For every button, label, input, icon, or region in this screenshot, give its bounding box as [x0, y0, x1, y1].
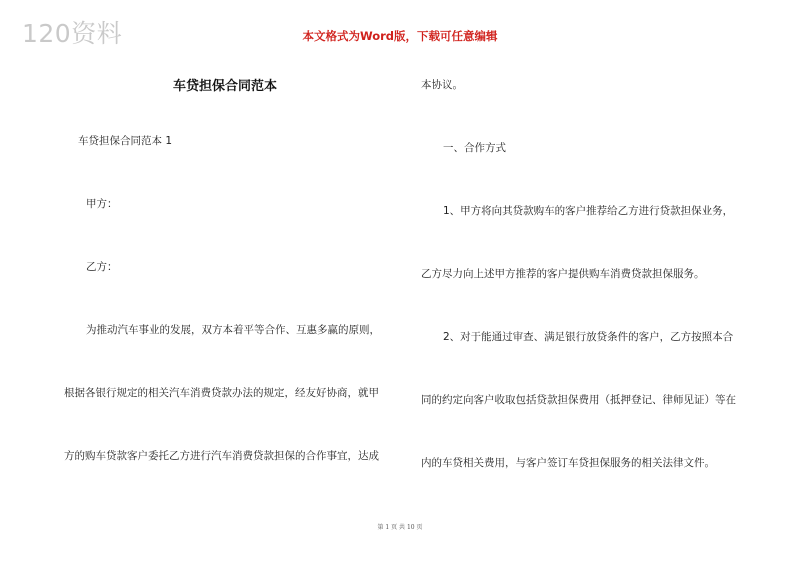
left-line-subtitle: 车贷担保合同范本 1 — [78, 135, 173, 147]
right-line-5: 2、对于能通过审查、满足银行放贷条件的客户，乙方按照本合 — [443, 331, 734, 343]
left-line-party-a: 甲方： — [86, 198, 118, 210]
right-line-1: 本协议。 — [421, 79, 463, 91]
watermark-logo: 120资料 — [22, 19, 123, 48]
left-line-paragraph-1: 为推动汽车事业的发展，双方本着平等合作、互惠多赢的原则， — [86, 324, 380, 336]
format-notice: 本文格式为Word版，下载可任意编辑 — [302, 29, 498, 43]
page-footer: 第 1 页 共 10 页 — [377, 524, 423, 531]
right-line-section-heading: 一、合作方式 — [443, 142, 506, 154]
right-line-7: 内的车贷相关费用，与客户签订车贷担保服务的相关法律文件。 — [421, 457, 715, 469]
right-line-6: 同的约定向客户收取包括贷款担保费用（抵押登记、律师见证）等在 — [421, 394, 736, 406]
left-line-paragraph-2: 根据各银行规定的相关汽车消费贷款办法的规定，经友好协商，就甲 — [64, 387, 379, 399]
left-line-paragraph-3: 方的购车贷款客户委托乙方进行汽车消费贷款担保的合作事宜，达成 — [64, 450, 379, 462]
right-line-4: 乙方尽力向上述甲方推荐的客户提供购车消费贷款担保服务。 — [421, 268, 705, 280]
left-line-party-b: 乙方： — [86, 261, 118, 273]
right-line-3: 1、甲方将向其贷款购车的客户推荐给乙方进行贷款担保业务， — [443, 205, 734, 217]
document-title: 车贷担保合同范本 — [172, 79, 277, 94]
